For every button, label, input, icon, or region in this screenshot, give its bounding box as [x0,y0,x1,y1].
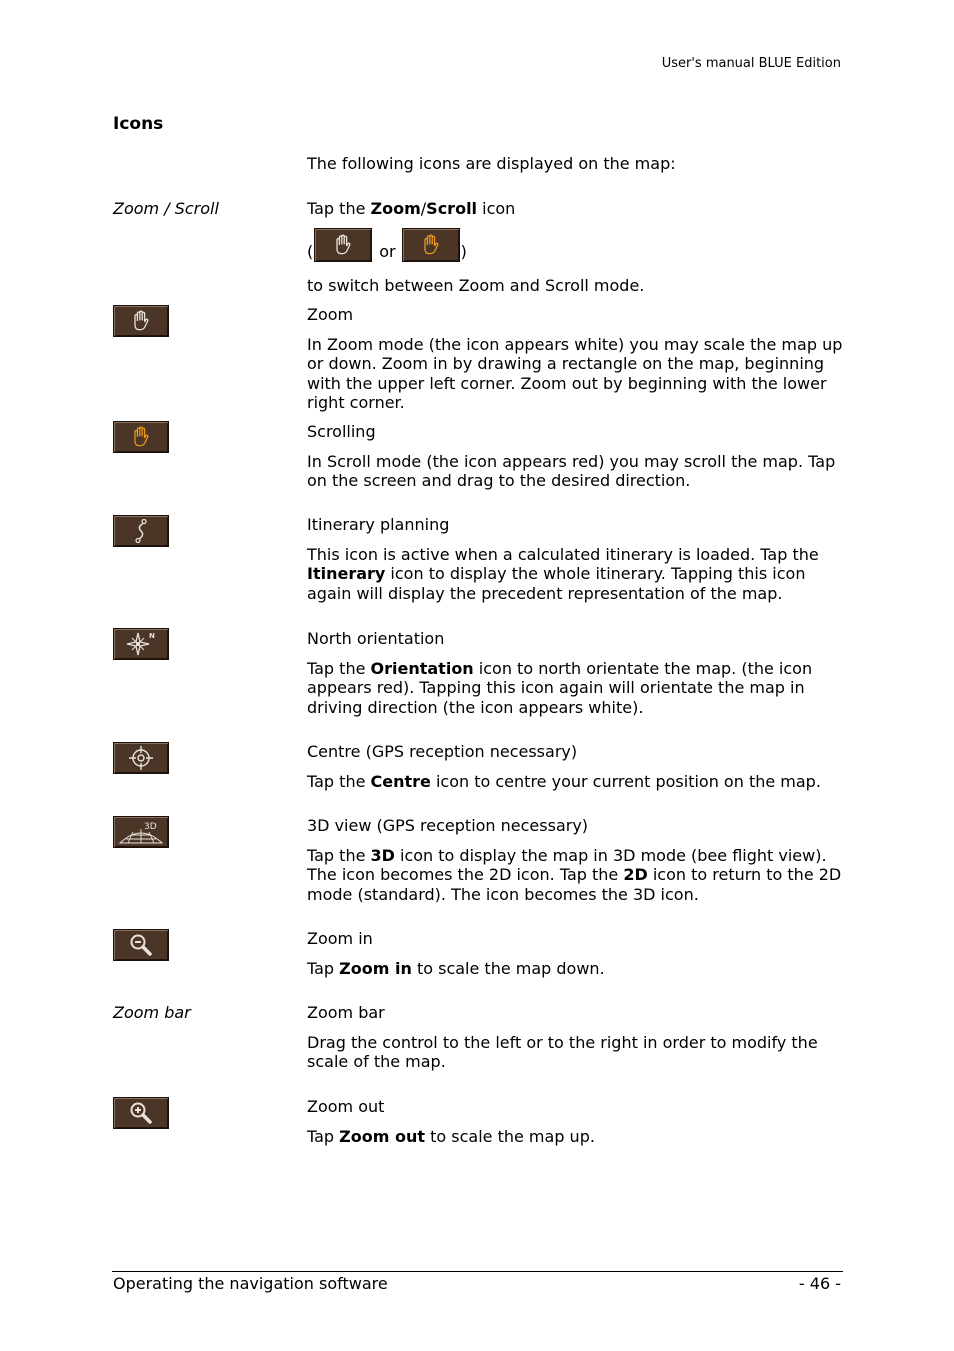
zoom-scroll-icon-pair: ( or ) [307,228,467,262]
magnifier-minus-icon[interactable] [113,929,169,961]
page-number: - 46 - [798,1274,841,1293]
zoomin-title: Zoom in [307,929,373,948]
zoombar-label: Zoom bar [113,1003,191,1022]
scrolling-description: In Scroll mode (the icon appears red) you may scroll the map. Tap on the screen and drag to the desired direction. [307,451,836,490]
compass-north-letter: N [149,632,155,640]
hand-orange-icon[interactable] [402,228,460,262]
zoombar-section [307,1003,847,1072]
zoombar-description: Drag the control to the left or to the right in order to modify the scale of the map. [307,1032,818,1071]
hand-orange-icon[interactable] [113,421,169,453]
zoomout-section [307,1097,847,1146]
centre-description: Tap the Centre icon to centre your current position on the map. [307,771,821,791]
section-title: Icons [113,114,164,134]
zoom-scroll-instruction: Tap the Zoom/Scroll icon [307,199,516,218]
scrolling-title: Scrolling [307,422,376,441]
zoomin-section [307,929,847,978]
zoomout-title: Zoom out [307,1097,385,1116]
route-icon[interactable] [113,515,169,547]
north-description: Tap the Orientation icon to north orientate the map. (the icon appears red). Tapping this icon again will orientate the map in driving direction (the icon appears white). [307,658,813,717]
3d-icon-label: 3D [144,822,157,832]
itinerary-title: Itinerary planning [307,515,450,534]
view3d-description: Tap the 3D icon to display the map in 3D mode (bee flight view). The icon becomes the 2D icon. Tap the 2D icon to return to the 2D mode (standard). The icon becomes the 3D icon. [307,845,842,904]
zoombar-title: Zoom bar [307,1003,385,1022]
hand-white-icon[interactable] [314,228,372,262]
north-title: North orientation [307,629,445,648]
compass-icon[interactable] [113,628,169,660]
zoom-section [307,305,847,413]
zoom-scroll-switch-text: to switch between Zoom and Scroll mode. [307,276,645,295]
magnifier-plus-icon[interactable] [113,1097,169,1129]
hand-white-icon[interactable] [113,305,169,337]
zoomin-description: Tap Zoom in to scale the map down. [307,958,605,978]
footer-divider [112,1271,843,1272]
intro-text: The following icons are displayed on the map: [307,154,676,173]
scrolling-section [307,422,847,491]
itinerary-description: This icon is active when a calculated itinerary is loaded. Tap the Itinerary icon to display the whole itinerary. Tapping this icon again will display the precedent representation of the map. [307,544,819,603]
zoom-title: Zoom [307,305,354,324]
3d-view-icon[interactable] [113,816,169,848]
itinerary-section [307,515,847,603]
zoom-scroll-label: Zoom / Scroll [113,199,219,218]
zoomout-description: Tap Zoom out to scale the map up. [307,1126,595,1146]
zoom-description: In Zoom mode (the icon appears white) you may scale the map up or down. Zoom in by drawing a rectangle on the map, beginning with the upper left corner. Zoom out by beginning with the lower right corner. [307,334,843,412]
view3d-title: 3D view (GPS reception necessary) [307,816,589,835]
footer-chapter: Operating the navigation software [113,1274,388,1293]
crosshair-icon[interactable] [113,742,169,774]
view3d-section [307,816,847,904]
centre-section [307,742,847,791]
centre-title: Centre (GPS reception necessary) [307,742,578,761]
north-section [307,629,847,717]
running-header: User's manual BLUE Edition [661,56,841,71]
